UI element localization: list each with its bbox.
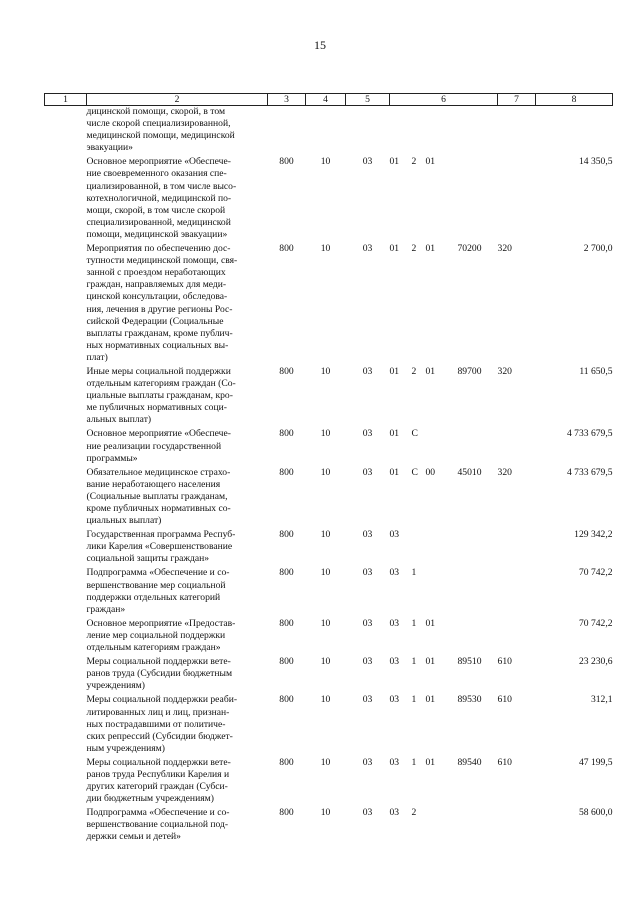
cell-subprogram: 2 (411, 365, 417, 377)
cell-subprogram: 1 (411, 567, 417, 579)
cell-name: Меры социальной поддержки вете- ранов труда Республики Карелия и других категорий граждан (Субси- дии бюджетным учреждениям) (86, 756, 231, 805)
cell-expense-type: 610 (497, 756, 512, 768)
cell-name: Подпрограмма «Обеспечение и со- вершенствование мер социальной поддержки отдельных категорий граждан» (86, 567, 230, 615)
cell-amount: 11 650,5 (579, 365, 613, 377)
cell-expense-type (498, 618, 536, 656)
cell-code: 800 (279, 529, 294, 541)
cell-section: 10 (320, 807, 331, 819)
cell-name: Основное мероприятие «Обеспече- ние своевременного оказания спе- циализированной, в том числе высо- котехнологичной, медицинской по- мощи, скорой, в том числе скорой специализированной, медицинской помощи, медицинской эвакуации» (86, 156, 237, 240)
cell-direction: 89700 (457, 365, 482, 377)
cell-expense-type: 320 (497, 365, 512, 377)
cell-event (426, 428, 458, 466)
cell-subprogram (412, 106, 426, 157)
cell-subprogram: 2 (411, 156, 417, 168)
cell-amount: 4 733 679,5 (566, 428, 613, 440)
cell-program: 01 (389, 243, 400, 255)
cell-direction: 45010 (457, 466, 482, 478)
cell-name: дицинской помощи, скорой, в том числе скорой специализированной, медицинской помощи, медицинской эвакуации» (86, 106, 235, 154)
cell-direction: 89530 (457, 694, 482, 706)
header-col-6: 6 (390, 94, 498, 106)
cell-subsection: 03 (362, 567, 373, 579)
cell-event: 00 (425, 466, 436, 478)
cell-amount: 129 342,2 (574, 529, 613, 541)
cell-subsection: 03 (362, 156, 373, 168)
cell-code: 800 (279, 156, 294, 168)
cell-subprogram: 1 (411, 656, 417, 668)
cell-event: 01 (425, 617, 436, 629)
cell-blank (45, 428, 87, 466)
table-row (45, 567, 613, 617)
page-number: 15 (314, 38, 326, 52)
cell-amount: 4 733 679,5 (566, 466, 613, 478)
cell-direction (458, 567, 498, 617)
cell-direction: 89540 (457, 756, 482, 768)
table-row (45, 106, 613, 157)
cell-name: Государственная программа Респуб- лики Карелия «Совершенствование социальной защиты граждан» (86, 529, 236, 565)
cell-section: 10 (320, 529, 331, 541)
cell-subsection: 03 (362, 656, 373, 668)
cell-program (390, 106, 412, 157)
header-col-2: 2 (87, 94, 268, 106)
cell-section: 10 (320, 567, 331, 579)
cell-program: 03 (389, 529, 400, 541)
cell-event: 01 (425, 365, 436, 377)
cell-expense-type (498, 807, 536, 845)
cell-section: 10 (320, 466, 331, 478)
cell-name: Подпрограмма «Обеспечение и со- вершенствование социальной под- держки семьи и детей» (86, 807, 230, 843)
cell-event: 01 (425, 156, 436, 168)
cell-section: 10 (320, 656, 331, 668)
cell-code: 800 (279, 656, 294, 668)
cell-subsection: 03 (362, 529, 373, 541)
cell-amount: 23 230,6 (578, 656, 613, 668)
cell-event (426, 106, 458, 157)
cell-blank (45, 694, 87, 756)
cell-code: 800 (279, 694, 294, 706)
cell-subprogram: С (411, 466, 418, 478)
cell-blank (45, 656, 87, 694)
table-row (45, 366, 613, 428)
cell-name: Меры социальной поддержки реаби- литированных лиц и лиц, признан- ных пострадавшими от политиче- ских репрессий (Субсидии бюджет- ным учреждениям) (86, 694, 238, 754)
header-col-1: 1 (45, 94, 87, 106)
table-header (45, 94, 613, 106)
cell-subsection: 03 (362, 756, 373, 768)
cell-amount: 312,1 (590, 694, 613, 706)
cell-program: 03 (389, 567, 400, 579)
cell-expense-type: 320 (497, 466, 512, 478)
header-col-3: 3 (268, 94, 306, 106)
table-row (45, 618, 613, 656)
cell-section: 10 (320, 365, 331, 377)
cell-blank (45, 467, 87, 529)
cell-subprogram: 2 (411, 243, 417, 255)
cell-code: 800 (279, 567, 294, 579)
cell-blank (45, 807, 87, 845)
cell-section: 10 (320, 694, 331, 706)
cell-blank (45, 156, 87, 243)
cell-expense-type: 610 (497, 694, 512, 706)
cell-program: 03 (389, 756, 400, 768)
cell-expense-type (498, 156, 536, 243)
cell-blank (45, 618, 87, 656)
cell-subprogram: 1 (411, 617, 417, 629)
cell-subsection (346, 106, 390, 157)
cell-event: 01 (425, 756, 436, 768)
cell-expense-type (498, 529, 536, 567)
cell-code: 800 (279, 428, 294, 440)
cell-blank (45, 366, 87, 428)
cell-section (306, 106, 346, 157)
cell-expense-type: 320 (497, 243, 512, 255)
cell-subprogram: 1 (411, 694, 417, 706)
cell-program: 01 (389, 428, 400, 440)
cell-expense-type (498, 106, 536, 157)
cell-direction: 89510 (457, 656, 482, 668)
cell-blank (45, 243, 87, 366)
cell-event (426, 567, 458, 617)
cell-amount: 2 700,0 (583, 243, 613, 255)
cell-section: 10 (320, 428, 331, 440)
table-body (45, 106, 613, 846)
cell-amount: 70 742,2 (578, 617, 613, 629)
cell-code: 800 (279, 365, 294, 377)
cell-section: 10 (320, 756, 331, 768)
cell-expense-type: 610 (497, 656, 512, 668)
cell-event (426, 529, 458, 567)
cell-subsection: 03 (362, 243, 373, 255)
cell-amount: 58 600,0 (578, 807, 613, 819)
cell-code: 800 (279, 243, 294, 255)
table-row (45, 467, 613, 529)
cell-amount: 47 199,5 (578, 756, 613, 768)
cell-section: 10 (320, 243, 331, 255)
cell-program: 03 (389, 656, 400, 668)
cell-subsection: 03 (362, 617, 373, 629)
cell-direction (458, 618, 498, 656)
cell-event: 01 (425, 243, 436, 255)
cell-direction (458, 529, 498, 567)
table-row (45, 529, 613, 567)
cell-amount: 14 350,5 (578, 156, 613, 168)
cell-event: 01 (425, 656, 436, 668)
cell-subsection: 03 (362, 694, 373, 706)
cell-subsection: 03 (362, 807, 373, 819)
cell-section: 10 (320, 617, 331, 629)
cell-blank (45, 757, 87, 807)
cell-subprogram (412, 529, 426, 567)
cell-direction (458, 156, 498, 243)
cell-program: 01 (389, 156, 400, 168)
cell-direction (458, 106, 498, 157)
table-row (45, 656, 613, 694)
cell-blank (45, 529, 87, 567)
cell-name: Обязательное медицинское страхо- вание неработающего населения (Социальные выплаты гражданам, кроме публичных нормативных со- циальных выплат) (86, 466, 231, 527)
header-col-8: 8 (536, 94, 613, 106)
table-row (45, 807, 613, 845)
cell-name: Меры социальной поддержки вете- ранов труда (Субсидии бюджетным учреждениям) (86, 656, 233, 692)
cell-subsection: 03 (362, 428, 373, 440)
cell-code (268, 106, 306, 157)
cell-subprogram: 2 (411, 807, 417, 819)
cell-name: Основное мероприятие «Предостав- ление мер социальной поддержки отдельным категориям граждан» (86, 617, 236, 654)
cell-program: 03 (389, 694, 400, 706)
cell-direction: 70200 (457, 243, 482, 255)
cell-subprogram: 1 (411, 756, 417, 768)
header-col-7: 7 (498, 94, 536, 106)
cell-expense-type (498, 428, 536, 466)
cell-blank (45, 567, 87, 617)
cell-event: 01 (425, 694, 436, 706)
cell-subsection: 03 (362, 365, 373, 377)
cell-code: 800 (279, 807, 294, 819)
budget-table (44, 93, 613, 846)
header-col-5: 5 (346, 94, 390, 106)
cell-section: 10 (320, 156, 331, 168)
cell-code: 800 (279, 617, 294, 629)
cell-amount: 70 742,2 (578, 567, 613, 579)
cell-amount (536, 106, 613, 157)
cell-name: Мероприятия по обеспечению дос- тупности медицинской помощи, свя- занной с проездом неработающих граждан, направляемых для меди- цинской консультации, обследова- ния, лечения в другие регионы Рос- сийской Федерации (Социальные выплаты гражданам, кроме публич- ных нормативных социальных вы- плат) (86, 243, 238, 363)
cell-name: Иные меры социальной поддержки отдельным категориям граждан (Со- циальные выплаты гражданам, кро- ме публичных нормативных соци- альных выплат) (86, 365, 236, 426)
cell-direction (458, 807, 498, 845)
cell-program: 03 (389, 617, 400, 629)
cell-direction (458, 428, 498, 466)
cell-code: 800 (279, 756, 294, 768)
header-col-4: 4 (306, 94, 346, 106)
cell-program: 01 (389, 365, 400, 377)
cell-expense-type (498, 567, 536, 617)
table-row (45, 243, 613, 366)
cell-name: Основное мероприятие «Обеспече- ние реализации государственной программы» (86, 428, 231, 464)
cell-subprogram: С (411, 428, 418, 440)
table-row (45, 428, 613, 466)
table-row (45, 757, 613, 807)
cell-program: 01 (389, 466, 400, 478)
cell-program: 03 (389, 807, 400, 819)
table-row (45, 156, 613, 243)
table-row (45, 694, 613, 756)
cell-code: 800 (279, 466, 294, 478)
cell-event (426, 807, 458, 845)
cell-blank (45, 106, 87, 157)
cell-subsection: 03 (362, 466, 373, 478)
